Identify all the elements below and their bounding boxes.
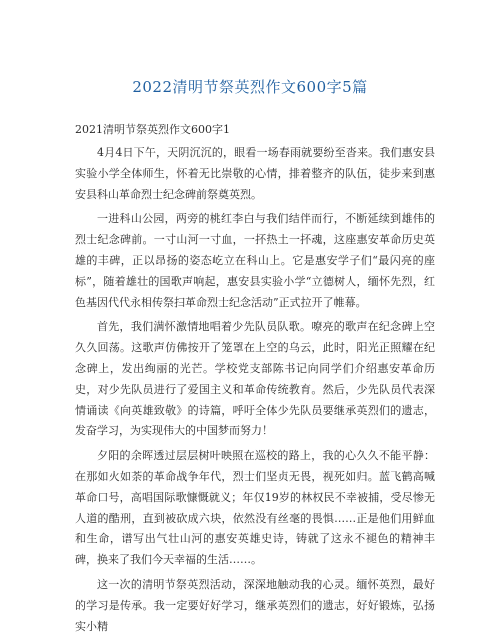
article-subtitle: 2021清明节祭英烈作文600字1 bbox=[75, 123, 230, 136]
article-title: 2022清明节祭英烈作文600字5篇 bbox=[132, 78, 368, 96]
article-body bbox=[75, 122, 435, 641]
paragraph-4: 夕阳的余晖透过层层树叶映照在巡校的路上，我的心久久不能平静：在那如火如荼的革命战争年代，烈士们坚贞无畏，视死如归。蓝飞鹤高喊革命口号，高唱国际歌慷慨就义；年仅19岁的林权民不幸被捕，受尽惨无人道的酷刑，直到被砍成六块，依然没有丝毫的畏惧……正是他们用鲜血和生命，谱写出气壮山河的惠安英雄史诗，铸就了这永不褪色的精神丰碑，换来了我们今天幸福的生活……。 bbox=[75, 449, 435, 567]
paragraph-3: 首先，我们满怀激情地唱着少先队员队歌。嘹亮的歌声在纪念碑上空久久回荡。这歌声仿佛按开了笼罩在上空的乌云，此时，阳光正照耀在纪念碑上，发出绚丽的光芒。学校党支部陈书记向同学们介绍惠安革命历史，对少先队员进行了爱国主义和革命传统教育。然后，少先队员代表深情诵读《向英雄致敬》的诗篇，呼吁全体少先队员要继承英烈们的遗志，发奋学习，为实现伟大的中国梦而努力！ bbox=[75, 320, 435, 438]
paragraph-1: 4月4日下午，天阴沉沉的，眼看一场春雨就要纷至沓来。我们惠安县实验小学全体师生，怀着无比崇敬的心情，排着整齐的队伍，徒步来到惠安县科山革命烈士纪念碑前祭奠英烈。 bbox=[75, 146, 435, 201]
paragraph-5: 这一次的清明节祭英烈活动，深深地触动我的心灵。缅怀英烈，最好的学习是传承。我一定要好好学习，继承英烈们的遗志，好好锻炼，弘扬实小精 bbox=[75, 577, 435, 633]
paragraph-2: 一进科山公园，两旁的桃红李白与我们结伴而行，不断延续到雄伟的烈士纪念碑前。一寸山河一寸血，一抔热土一抔魂，这座惠安革命历史英雄的丰碑，正以昂扬的姿态屹立在科山上。它是惠安学子们“最闪亮的座标”，随着雄壮的国歌声响起，惠安县实验小学“立德树人，缅怀先烈，红色基因代代永相传祭扫革命烈士纪念活动”正式拉开了帷幕。 bbox=[75, 212, 435, 309]
